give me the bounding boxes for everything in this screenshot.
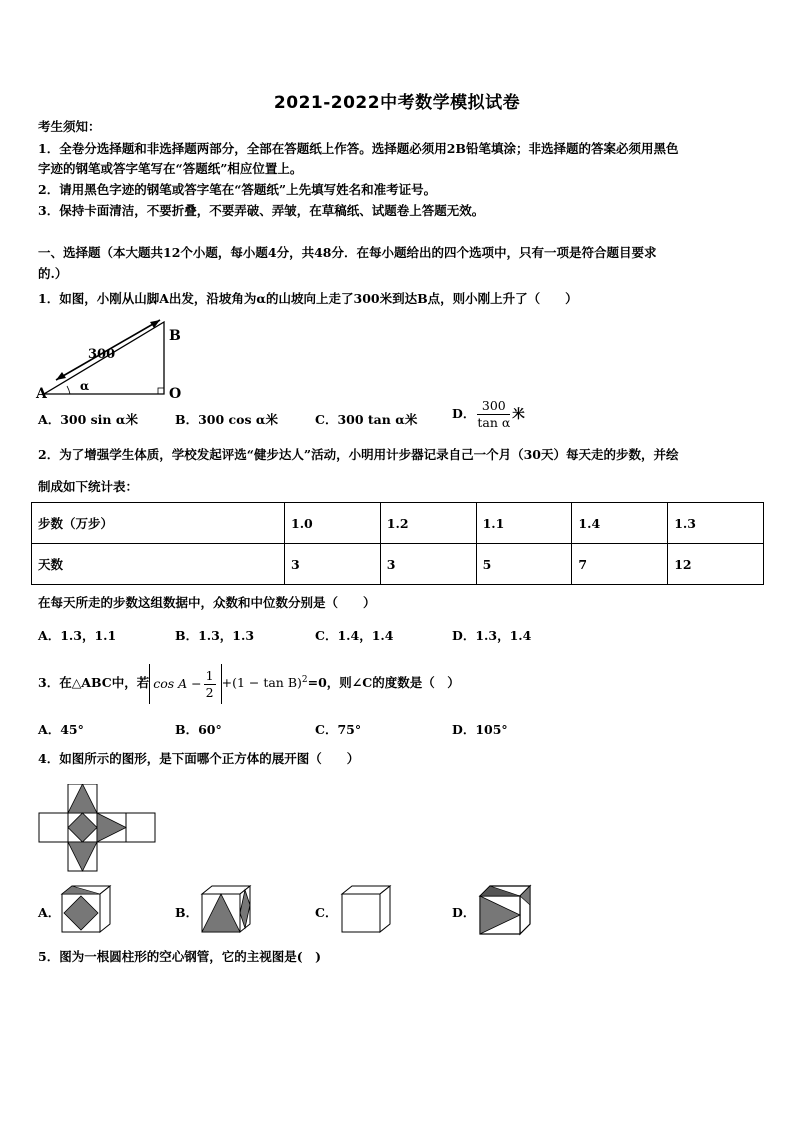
table-cell: 3 — [285, 544, 381, 585]
table-cell: 5 — [476, 544, 572, 585]
q1-label-a: A — [36, 386, 47, 400]
q1-option-b[interactable]: B．300 cos α米 — [175, 412, 278, 427]
q3-option-c[interactable]: C．75° — [315, 722, 362, 737]
table-cell: 1.1 — [476, 503, 572, 544]
table-cell: 3 — [380, 544, 476, 585]
table-cell: 1.2 — [380, 503, 476, 544]
exam-title: 2021-2022中考数学模拟试卷 — [273, 93, 521, 113]
q1-label-b: B — [169, 328, 181, 344]
q3-option-a[interactable]: A．45° — [38, 722, 84, 737]
table-cell: 1.4 — [572, 503, 668, 544]
section-heading-line2: 的.） — [38, 266, 68, 281]
q4-stem: 4．如图所示的图形，是下面哪个正方体的展开图（ ） — [38, 751, 360, 766]
table-row — [32, 503, 764, 544]
q4-option-d-label[interactable]: D． — [452, 905, 476, 920]
table-row — [32, 544, 764, 585]
q1-option-d-denominator: tan α — [477, 415, 511, 430]
q3-frac-den: 2 — [205, 684, 214, 700]
q1-option-d-prefix: D． — [452, 406, 476, 421]
table-cell: 天数 — [32, 544, 285, 585]
q1-option-d-fraction — [477, 398, 510, 431]
notice-item-1a: 1．全卷分选择题和非选择题两部分，全部在答题纸上作答。选择题必须用2B铅笔填涂；非选择题的答案必须用黑色 — [38, 141, 679, 156]
q1-label-angle: α — [80, 379, 90, 393]
q4-option-b-cube[interactable] — [200, 884, 252, 934]
q3-absolute-expression — [149, 664, 221, 704]
q1-option-a[interactable]: A．300 sin α米 — [38, 412, 138, 427]
q1-option-d[interactable] — [452, 398, 525, 431]
table-cell: 1.3 — [668, 503, 764, 544]
q1-slope-figure — [34, 314, 194, 400]
q3-prefix: 3．在△ABC中，若 — [38, 675, 150, 691]
table-cell: 12 — [668, 544, 764, 585]
q2-option-c[interactable]: C．1.4，1.4 — [315, 628, 394, 643]
q4-option-b-label[interactable]: B． — [175, 905, 199, 920]
q2-stem-line1: 2．为了增强学生体质，学校发起评选“健步达人”活动，小明用计步器记录自己一个月（30天）每天走的步数，并绘 — [38, 447, 679, 462]
q3-cos-term: cos A − — [153, 675, 202, 691]
q1-label-o: O — [169, 386, 182, 400]
notice-item-2: 2．请用黑色字迹的钢笔或答字笔在“答题纸”上先填写姓名和准考证号。 — [38, 182, 437, 197]
q2-statistics-table — [31, 502, 764, 585]
table-cell: 1.0 — [285, 503, 381, 544]
q1-label-length: 300 — [88, 347, 116, 362]
q4-option-c-label[interactable]: C． — [315, 905, 338, 920]
q2-option-a[interactable]: A．1.3，1.1 — [38, 628, 117, 643]
q4-option-d-cube[interactable] — [478, 884, 534, 936]
q1-stem: 1．如图，小刚从山脚A出发，沿坡角为α的山坡向上走了300米到达B点，则小刚上升了（ ） — [38, 291, 578, 306]
q2-stem-line2: 制成如下统计表： — [38, 479, 139, 494]
q2-option-d[interactable]: D．1.3，1.4 — [452, 628, 532, 643]
table-cell: 步数（万步） — [32, 503, 285, 544]
q3-option-b[interactable]: B．60° — [175, 722, 222, 737]
notice-item-3: 3．保持卡面清洁，不要折叠，不要弄破、弄皱，在草稿纸、试题卷上答题无效。 — [38, 203, 485, 218]
q1-option-d-numerator: 300 — [477, 398, 510, 415]
q4-option-c-cube[interactable] — [340, 884, 392, 934]
notice-item-1b: 字迹的钢笔或答字笔写在“答题纸”相应位置上。 — [38, 161, 303, 176]
notice-heading: 考生须知： — [38, 119, 101, 134]
q1-option-d-suffix: 米 — [512, 406, 525, 421]
table-cell: 7 — [572, 544, 668, 585]
q3-stem — [38, 660, 758, 704]
q3-tan-term: +(1 − tan B) — [221, 675, 302, 691]
q2-option-b[interactable]: B．1.3，1.3 — [175, 628, 255, 643]
q4-cube-net-figure — [38, 784, 158, 874]
q3-option-d[interactable]: D．105° — [452, 722, 508, 737]
section-heading-line1: 一、选择题（本大题共12个小题，每小题4分，共48分．在每小题给出的四个选项中，只有一项是符合题目要求 — [38, 245, 657, 260]
q5-stem: 5．图为一根圆柱形的空心钢管，它的主视图是( ) — [38, 949, 322, 964]
q2-question: 在每天所走的步数这组数据中，众数和中位数分别是（ ） — [38, 595, 376, 610]
q3-exponent: 2 — [301, 675, 308, 685]
q4-option-a-label[interactable]: A． — [38, 905, 61, 920]
q3-half-fraction — [204, 668, 216, 701]
q4-option-a-cube[interactable] — [60, 884, 112, 934]
q1-option-c[interactable]: C．300 tan α米 — [315, 412, 418, 427]
q3-frac-num: 1 — [205, 667, 214, 683]
q3-suffix: =0，则∠C的度数是（ ） — [307, 675, 460, 691]
